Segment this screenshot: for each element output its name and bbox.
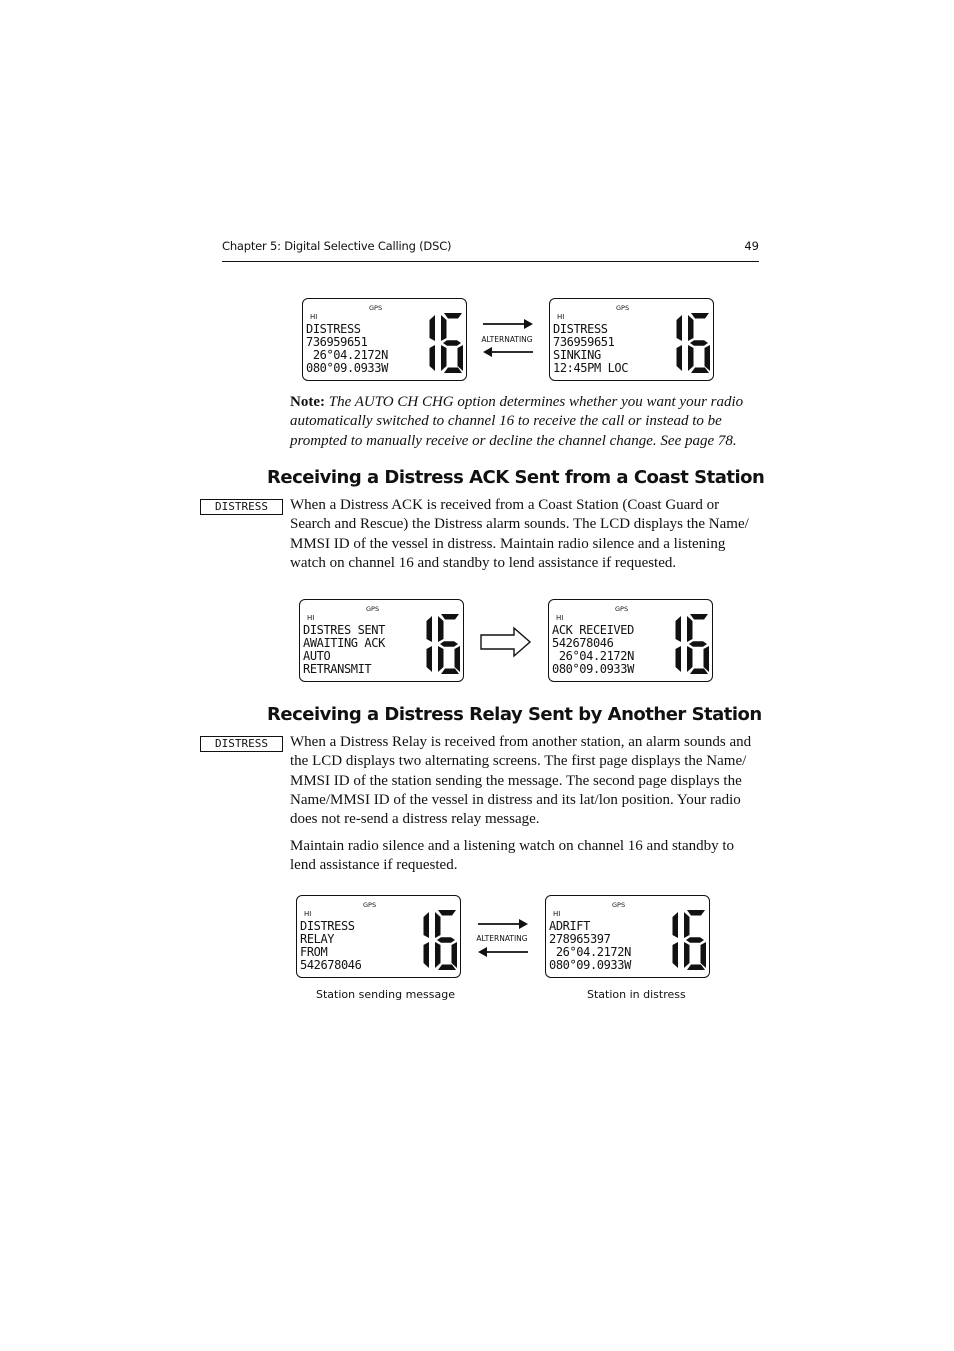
lcd-display-awaiting-ack (299, 599, 464, 682)
lcd-line: 736959651 (306, 335, 368, 349)
arrow-right-icon (478, 626, 534, 658)
figure-caption: Station sending message (316, 988, 455, 1001)
lcd-line: ADRIFT (549, 919, 590, 933)
lcd-display-relay-from (296, 895, 461, 978)
body-paragraph: When a Distress Relay is received from another station, an alarm sounds and the LCD displays two alternating screens. The first page displays the Name/ MMSI ID of the station sending the message. The second page displays the Name/MMSI ID of the vessel in distress and its lat/lon position. Your radio does not re-send a distress relay message. (290, 734, 752, 828)
lcd-line: DISTRES SENT (303, 623, 385, 637)
lcd-line: SINKING (553, 348, 601, 362)
gps-indicator: GPS (612, 901, 626, 909)
power-hi-indicator: HI (556, 614, 564, 622)
gps-indicator: GPS (615, 605, 629, 613)
alternating-label: ALTERNATING (481, 335, 533, 344)
lcd-line: 542678046 (552, 636, 614, 650)
lcd-line: ACK RECEIVED (552, 623, 634, 637)
lcd-line: 278965397 (549, 932, 611, 946)
note-paragraph (290, 393, 760, 451)
chapter-header: Chapter 5: Digital Selective Calling (DSC) (222, 239, 452, 253)
channel-digits (658, 312, 712, 376)
header-divider (222, 261, 759, 262)
channel-digits (408, 613, 462, 677)
channel-digits (654, 909, 708, 973)
power-hi-indicator: HI (557, 313, 565, 321)
lcd-line: DISTRESS (300, 919, 355, 933)
lcd-line: DISTRESS (306, 322, 361, 336)
channel-digits (405, 909, 459, 973)
lcd-line: 26°04.2172N (552, 649, 634, 663)
gps-indicator: GPS (366, 605, 380, 613)
lcd-line: 26°04.2172N (306, 348, 388, 362)
channel-digits (657, 613, 711, 677)
power-hi-indicator: HI (310, 313, 318, 321)
power-hi-indicator: HI (553, 910, 561, 918)
lcd-line: AWAITING ACK (303, 636, 385, 650)
lcd-line: 12:45PM LOC (553, 361, 629, 375)
section-heading: Receiving a Distress ACK Sent from a Coast Station (267, 467, 765, 488)
lcd-line: 080°09.0933W (306, 361, 388, 375)
distress-key-tag: DISTRESS (200, 499, 283, 515)
section-heading: Receiving a Distress Relay Sent by Another Station (267, 704, 762, 725)
power-hi-indicator: HI (304, 910, 312, 918)
lcd-line: 080°09.0933W (552, 662, 634, 676)
body-paragraph: Maintain radio silence and a listening watch on channel 16 and standby to lend assistance if requested. (290, 838, 735, 874)
distress-key-tag: DISTRESS (200, 736, 283, 752)
lcd-line: FROM (300, 945, 328, 959)
gps-indicator: GPS (363, 901, 377, 909)
lcd-display-adrift (545, 895, 710, 978)
power-hi-indicator: HI (307, 614, 315, 622)
lcd-display-distress-nature (549, 298, 714, 381)
lcd-display-ack-received (548, 599, 713, 682)
lcd-line: RELAY (300, 932, 335, 946)
lcd-line: 26°04.2172N (549, 945, 631, 959)
lcd-line: DISTRESS (553, 322, 608, 336)
alternating-label: ALTERNATING (476, 934, 528, 943)
lcd-line: AUTO (303, 649, 331, 663)
lcd-line: 736959651 (553, 335, 615, 349)
note-label: Note: (290, 394, 325, 410)
page-number: 49 (744, 239, 759, 253)
figure-caption: Station in distress (587, 988, 686, 1001)
body-paragraph: When a Distress ACK is received from a Coast Station (Coast Guard or Search and Rescue) the Distress alarm sounds. The LCD displays the Name/ MMSI ID of the vessel in distress. Maintain radio silence and a listening watch on channel 16 and standby to lend assistance if requested. (290, 497, 749, 571)
lcd-line: 080°09.0933W (549, 958, 631, 972)
lcd-display-distress-call (302, 298, 467, 381)
channel-digits (411, 312, 465, 376)
gps-indicator: GPS (369, 304, 383, 312)
note-text: The AUTO CH CHG option determines whether you want your radio automatically switched to channel 16 to receive the call or instead to be prompted to manually receive or decline the channel change. See page 78. (290, 394, 744, 449)
lcd-line: RETRANSMIT (303, 662, 372, 676)
lcd-line: 542678046 (300, 958, 362, 972)
gps-indicator: GPS (616, 304, 630, 312)
